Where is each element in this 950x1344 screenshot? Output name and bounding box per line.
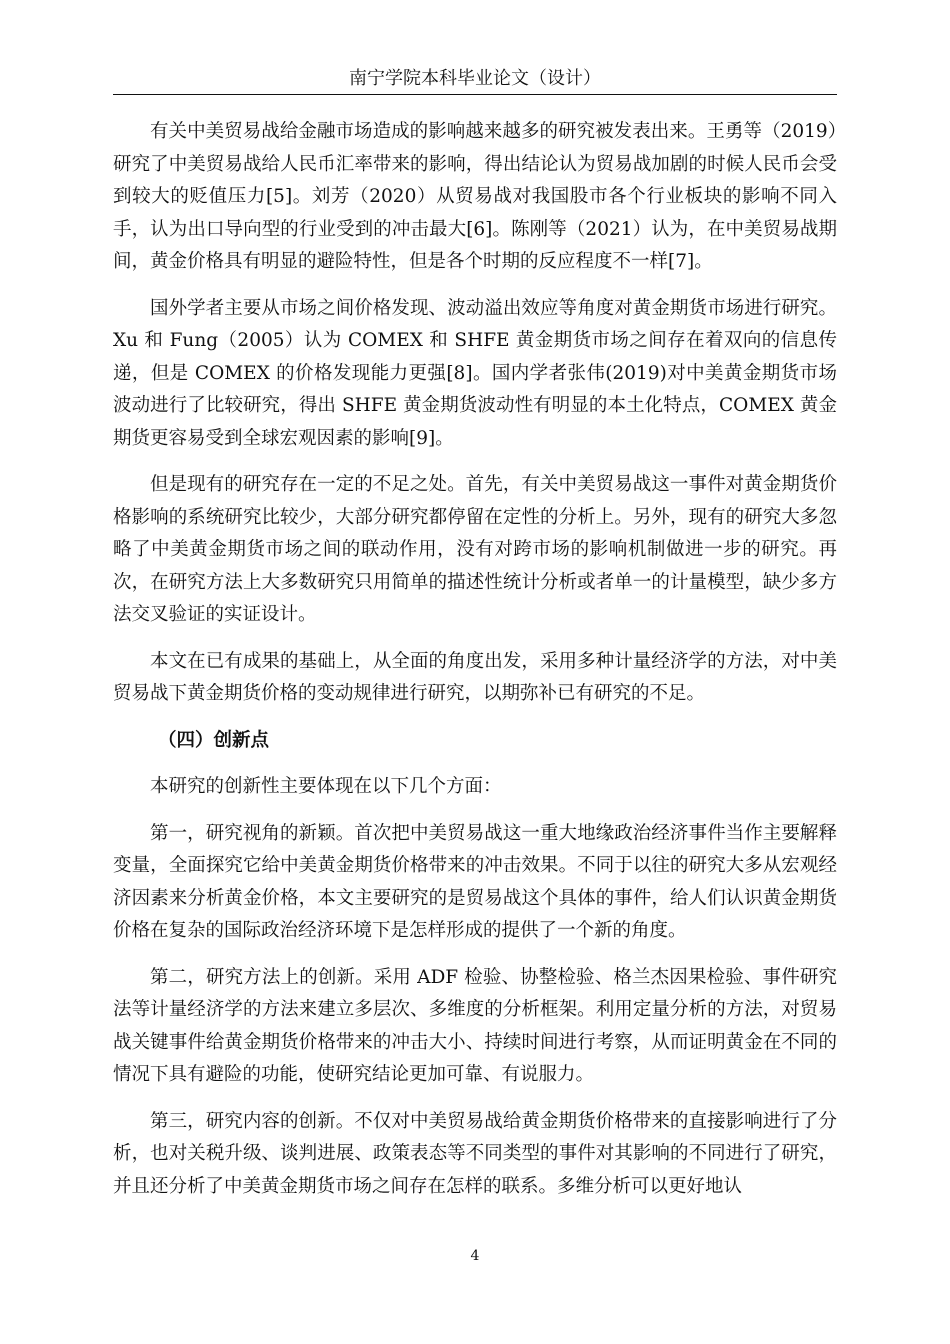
paragraph-innovation-1: 第一，研究视角的新颖。首次把中美贸易战这一重大地缘政治经济事件当作主要解释变量，全面探究它给中美黄金期货价格带来的冲击效果。不同于以往的研究大多从宏观经济因素来分析黄金价格，本文主要研究的是贸易战这个具体的事件，给人们认识黄金期货价格在复杂的国际政治经济环境下是怎样形成的提供了一个新的角度。: [113, 822, 837, 941]
paragraph-literature-review-2: 国外学者主要从市场之间价格发现、波动溢出效应等角度对黄金期货市场进行研究。Xu 和 Fung（2005）认为 COMEX 和 SHFE 黄金期货市场之间存在着双向的信息传递，但是 COMEX 的价格发现能力更强[8]。国内学者张伟(2019)对中美黄金期货市场波动进行了比较研究，得出 SHFE 黄金期货波动性有明显的本土化特点，COMEX 黄金期货更容易受到全球宏观因素的影响[9]。: [113, 297, 837, 449]
paragraph-research-aim: 本文在已有成果的基础上，从全面的角度出发，采用多种计量经济学的方法，对中美贸易战下黄金期货价格的变动规律进行研究，以期弥补已有研究的不足。: [113, 650, 837, 704]
header-rule: [113, 94, 837, 95]
paragraph-research-gaps: 但是现有的研究存在一定的不足之处。首先，有关中美贸易战这一事件对黄金期货价格影响的系统研究比较少，大部分研究都停留在定性的分析上。另外，现有的研究大多忽略了中美黄金期货市场之间的联动作用，没有对跨市场的影响机制做进一步的研究。再次，在研究方法上大多数研究只用简单的描述性统计分析或者单一的计量模型，缺少多方法交叉验证的实证设计。: [113, 474, 837, 625]
section-heading-innovation: （四）创新点: [158, 729, 270, 751]
paragraph-literature-review-1: 有关中美贸易战给金融市场造成的影响越来越多的研究被发表出来。王勇等（2019）研究了中美贸易战给人民币汇率带来的影响，得出结论认为贸易战加剧的时候人民币会受到较大的贬值压力[5]。刘芳（2020）从贸易战对我国股市各个行业板块的影响不同入手，认为出口导向型的行业受到的冲击最大[6]。陈刚等（2021）认为，在中美贸易战期间，黄金价格具有明显的避险特性，但是各个时期的反应程度不一样[7]。: [113, 121, 837, 272]
page-number: 4: [470, 1248, 480, 1264]
paragraph-innovation-intro: 本研究的创新性主要体现在以下几个方面：: [150, 776, 502, 797]
paragraph-innovation-3: 第三，研究内容的创新。不仅对中美贸易战给黄金期货价格带来的直接影响进行了分析，也对关税升级、谈判进展、政策表态等不同类型的事件对其影响的不同进行了研究，并且还分析了中美黄金期货市场之间存在怎样的联系。多维分析可以更好地认: [113, 1110, 837, 1197]
paragraph-innovation-2: 第二，研究方法上的创新。采用 ADF 检验、协整检验、格兰杰因果检验、事件研究法等计量经济学的方法来建立多层次、多维度的分析框架。利用定量分析的方法，对贸易战关键事件给黄金期货价格带来的冲击大小、持续时间进行考察，从而证明黄金在不同的情况下具有避险的功能，使研究结论更加可靠、有说服力。: [113, 966, 837, 1085]
running-header: 南宁学院本科毕业论文（设计）: [349, 68, 601, 89]
document-body: [113, 116, 837, 1217]
